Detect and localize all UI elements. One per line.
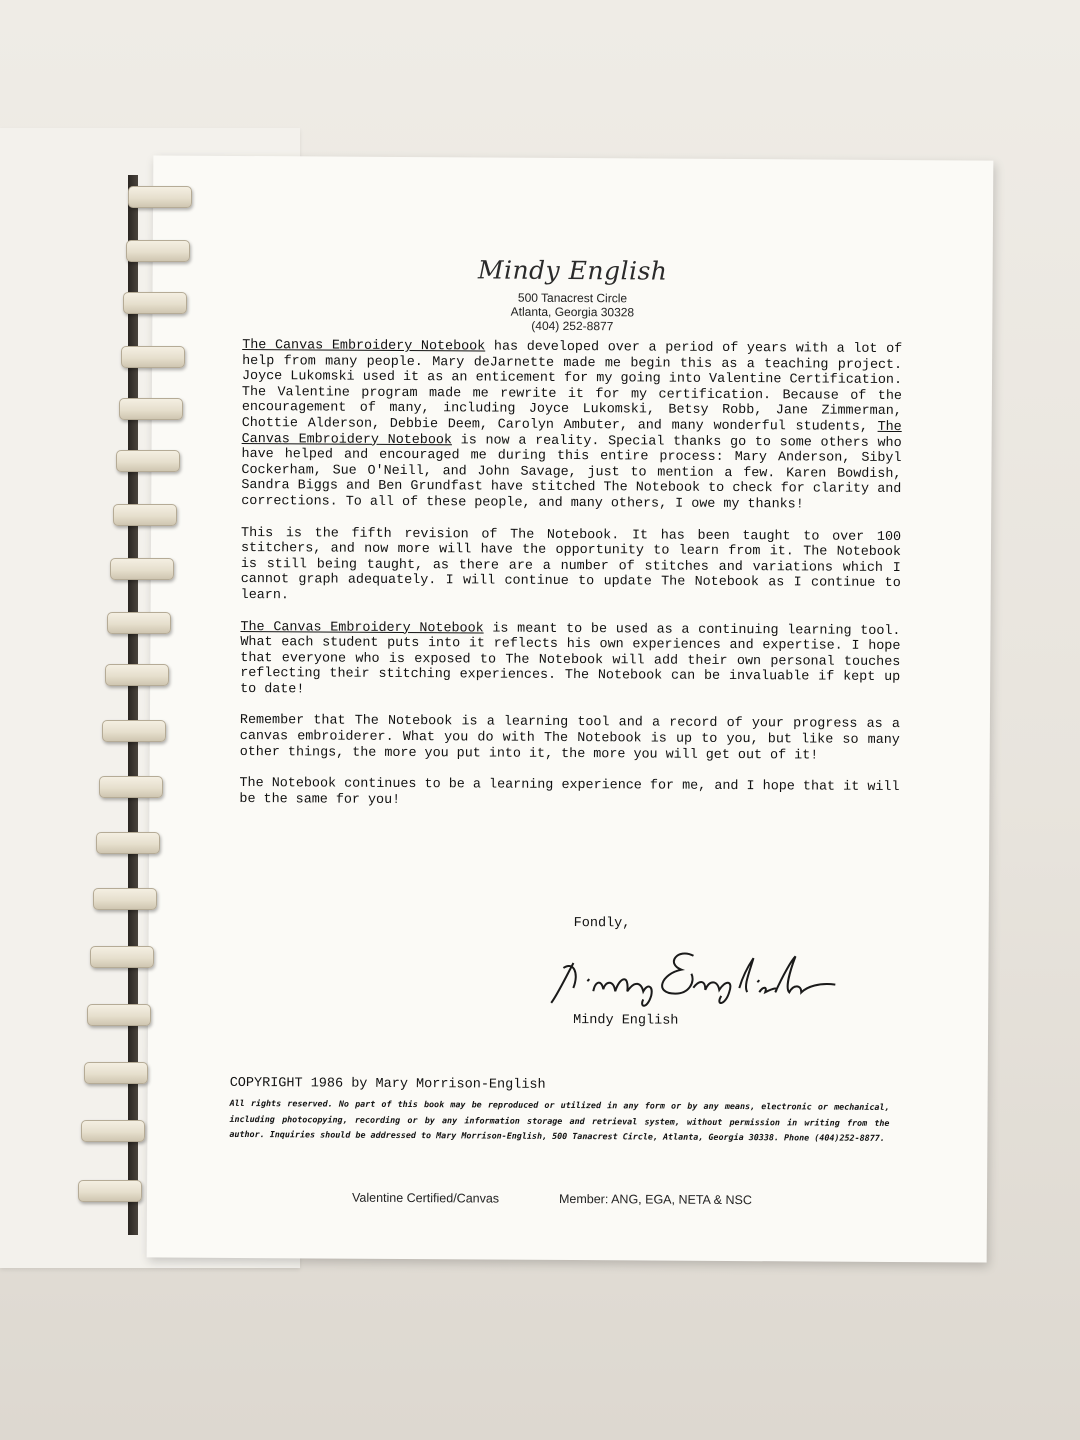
paragraph-1: The Canvas Embroidery Notebook has developed over a period of years with a lot of help from many people. Mary deJarnette made me begin this as a teaching project. Joyce Lukomski used it as an enticement for my going into Valentine Certification. The Valentine program made me rewrite it for my certification. Because of the encouragement of many, including Joyce Lukomski, Betsy Robb, Jane Zimmerman, Chottie Alderson, Debbie Deem, Carolyn Ambuter, and many wonderful students, The Canvas Embroidery Notebook is now a reality. Special thanks go to some others who have helped and encouraged me during this entire process: Mary Anderson, Sibyl Cockerham, Sue O'Neill, and John Savage, just to mention a few. Karen Bowdish, Sandra Biggs and Ben Grundfast have stitched The Notebook to check for clarity and corrections. To all of these people, and many others, I owe my thanks! — [241, 337, 903, 513]
binding-coil — [81, 1120, 145, 1142]
copyright-notice: COPYRIGHT 1986 by Mary Morrison-English — [229, 1075, 546, 1093]
binding-coil — [87, 1004, 151, 1026]
book-title: The Canvas Embroidery Notebook — [241, 419, 902, 448]
binding-coil — [110, 558, 174, 580]
paragraph-4: Remember that The Notebook is a learning tool and a record of your progress as a canvas embroiderer. What you do with The Notebook is up to you, but like so many other things, the more you put into it, the more you will get out of it! — [239, 713, 900, 764]
binding-coil — [84, 1062, 148, 1084]
paragraph-3: The Canvas Embroidery Notebook is meant to be used as a continuing learning tool. What each student puts into it reflects his own experiences and expertise. I hope that everyone who is exposed to The Notebook will add their own personal touches reflecting their stitching experiences. The Notebook can be invaluable if kept up to date! — [240, 619, 901, 698]
binding-coil — [93, 888, 157, 910]
binding-coil — [105, 664, 169, 686]
binding-coil — [102, 720, 166, 742]
address-line-1: 500 Tanacrest Circle — [517, 290, 628, 306]
valediction: Fondly, — [573, 916, 631, 932]
phone-number: (404) 252-8877 — [531, 318, 614, 334]
book-title: The Canvas Embroidery Notebook — [242, 337, 486, 355]
signer-name: Mindy English — [573, 1013, 679, 1029]
binding-coil — [116, 450, 180, 472]
binding-coil — [126, 240, 190, 262]
address-line-2: Atlanta, Georgia 30328 — [510, 304, 635, 320]
binding-coil — [121, 346, 185, 368]
binding-coil — [119, 398, 183, 420]
binding-coil — [90, 946, 154, 968]
binding-coil — [128, 186, 192, 208]
paragraph-5: The Notebook continues to be a learning experience for me, and I hope that it will be the same for you! — [239, 776, 900, 808]
binding-coil — [78, 1180, 142, 1202]
book-title: The Canvas Embroidery Notebook — [240, 619, 484, 636]
binding-coil — [99, 776, 163, 798]
binding-coil — [96, 832, 160, 854]
binding-coil — [107, 612, 171, 634]
footer-certification: Valentine Certified/Canvas — [351, 1190, 500, 1206]
letterhead-name: Mindy English — [477, 255, 668, 286]
rights-reserved-text: All rights reserved. No part of this book may be reproduced or utilized in any form or by any means, electronic or mechanical, including photocopying, recording or by any information storage and retrieval system, without permission in writing from the author. Inquiries should be addressed to Mary Morrison-English, 500 Tanacrest Circle, Atlanta, Georgia 30338. Phone (404)252-8877. — [229, 1097, 890, 1143]
paragraph-2: This is the fifth revision of The Notebook. It has been taught to over 100 stitchers, and now more will have the opportunity to learn from it. The Notebook is still being taught, as there are a number of stitches and variations which I cannot graph adequately. I will continue to update The Notebook as I continue to learn. — [240, 525, 902, 604]
footer-memberships: Member: ANG, EGA, NETA & NSC — [558, 1191, 752, 1208]
binding-coil — [113, 504, 177, 526]
binding-coil — [123, 292, 187, 314]
